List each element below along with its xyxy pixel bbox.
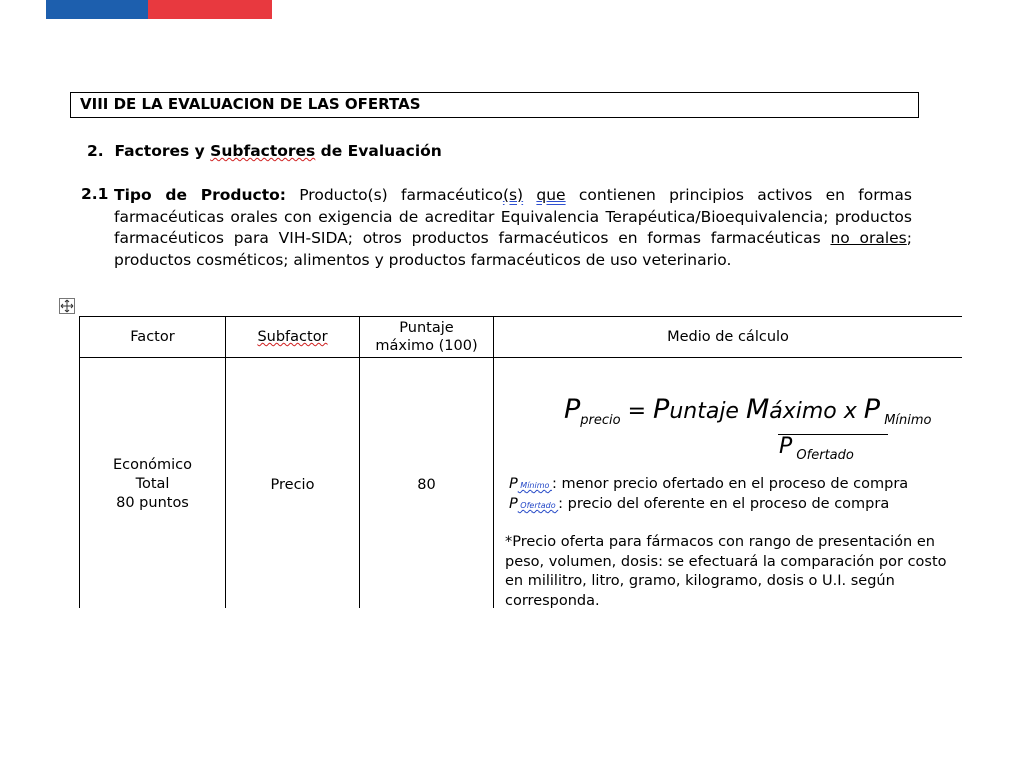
cell-subfactor: Precio xyxy=(226,358,360,609)
header-subfactor xyxy=(226,317,360,358)
table-move-handle-icon[interactable] xyxy=(59,298,75,314)
paragraph-number: 2.1 xyxy=(81,185,109,203)
cell-medio-calculo xyxy=(494,358,963,609)
header-subfactor-label: Subfactor xyxy=(257,329,328,345)
header-puntaje-line2: máximo (100) xyxy=(375,338,478,354)
definition-minimo xyxy=(509,476,908,492)
formula-den-sub: Ofertado xyxy=(792,448,854,463)
flag-stripe-red xyxy=(148,0,272,19)
evaluation-table xyxy=(79,316,962,608)
def-ofertado-text: : precio del oferente en el proceso de compra xyxy=(558,496,890,512)
header-puntaje-line1: Puntaje xyxy=(399,320,454,336)
formula-p3-sub: Mínimo xyxy=(880,413,932,428)
section-heading: VIII DE LA EVALUACION DE LAS OFERTAS xyxy=(70,92,919,118)
subsection-heading xyxy=(87,142,442,160)
formula-den-p: P xyxy=(779,434,793,459)
def-ofertado-sub: Ofertado xyxy=(517,501,559,510)
definition-ofertado xyxy=(509,496,889,512)
table-header-row xyxy=(80,317,963,358)
price-note: *Precio oferta para fármacos con rango de presentación en peso, volumen, dosis: se efectuará la comparación por costo en mililitro, litro, gramo, kilogramo, dosis o U.I. según corresponda. xyxy=(505,534,947,608)
paragraph-text-f: no orales xyxy=(830,229,907,247)
formula-p1-sub: precio xyxy=(580,413,621,428)
price-formula xyxy=(564,394,932,428)
paragraph-text-d: que xyxy=(536,186,566,204)
paragraph-text-a: Producto(s) farmacéutico xyxy=(285,186,503,204)
formula-p3: P xyxy=(863,394,881,425)
evaluation-table-wrapper xyxy=(79,316,962,608)
formula-p1: P xyxy=(564,394,581,425)
def-minimo-text: : menor precio ofertado en el proceso de compra xyxy=(551,476,909,492)
subsection-number: 2. xyxy=(87,142,104,160)
factor-line3: 80 puntos xyxy=(116,495,189,511)
formula-denominator xyxy=(779,434,854,463)
formula-p2-rest: untaje xyxy=(669,399,746,424)
subsection-spellcheck-word: Subfactores xyxy=(210,142,316,160)
paragraph-product-type xyxy=(114,185,912,271)
def-minimo-sub: Mínimo xyxy=(517,481,552,490)
subsection-prefix: Factores y xyxy=(114,142,211,160)
flag-stripe-blue xyxy=(46,0,148,19)
paragraph-text-c xyxy=(523,186,536,204)
formula-eq: = xyxy=(620,399,654,424)
formula-m: M xyxy=(745,394,770,425)
cell-factor xyxy=(80,358,226,609)
formula-p2: P xyxy=(653,394,670,425)
header-factor: Factor xyxy=(80,317,226,358)
header-medio-calculo: Medio de cálculo xyxy=(494,317,963,358)
def-minimo-p: P xyxy=(509,476,518,492)
formula-m-rest: áximo x xyxy=(769,399,864,424)
paragraph-text-g: ; productos cosméticos; alimentos y productos farmacéuticos de uso veterinario. xyxy=(114,229,912,269)
table-row xyxy=(80,358,963,609)
paragraph-text-b: (s) xyxy=(502,186,524,204)
factor-line2: Total xyxy=(135,476,170,492)
header-puntaje xyxy=(360,317,494,358)
def-ofertado-p: P xyxy=(509,496,518,512)
paragraph-text-e: contienen principios activos en formas farmacéuticas orales con exigencia de acreditar Equivalencia Terapéutica/Bioequivalencia; productos farmacéuticos para VIH-SIDA; otros productos farmacéuticos en formas farmacéuticas xyxy=(114,186,912,247)
factor-line1: Económico xyxy=(112,457,193,473)
subsection-suffix: de Evaluación xyxy=(315,142,442,160)
paragraph-label: Tipo de Producto: xyxy=(114,186,286,204)
cell-puntaje: 80 xyxy=(360,358,494,609)
